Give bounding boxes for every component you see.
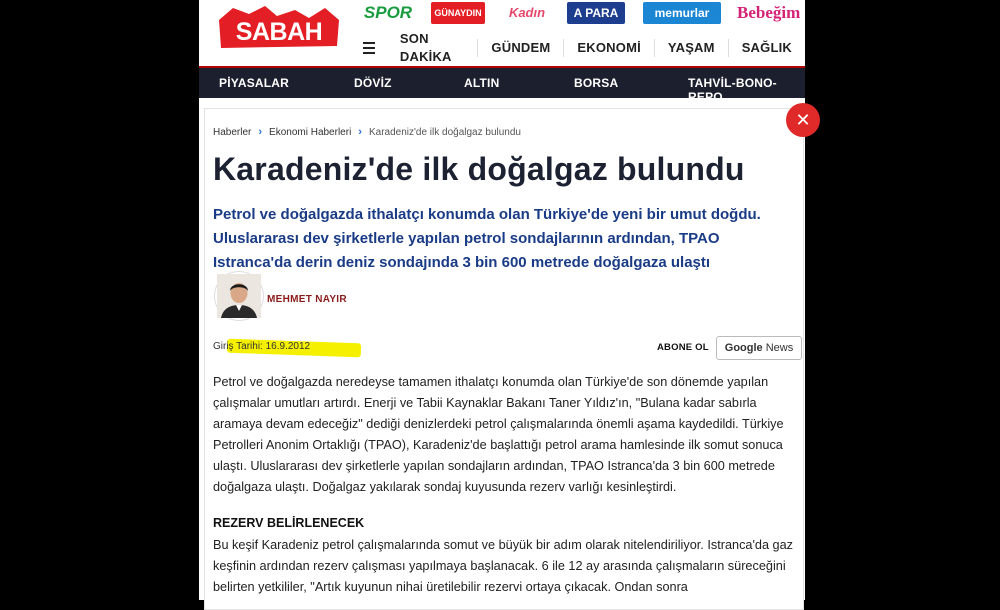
page xyxy=(199,0,811,600)
brand-memurlar-link[interactable]: memurlar xyxy=(643,2,721,24)
economy-subnav xyxy=(199,66,805,104)
news-label: News xyxy=(765,342,794,354)
nav-item-gundem[interactable]: GÜNDEM xyxy=(477,39,563,57)
subnav-item-altin[interactable]: ALTIN xyxy=(464,76,500,90)
author-avatar[interactable] xyxy=(217,274,261,318)
subnav-item-tahvil[interactable]: TAHVİL-BONO-REPO xyxy=(688,76,777,104)
author-name-link[interactable]: MEHMET NAYIR xyxy=(267,294,347,305)
nav-item-ekonomi[interactable]: EKONOMİ xyxy=(563,39,654,57)
nav-item-saglik[interactable]: SAĞLIK xyxy=(728,39,805,57)
breadcrumb-category-link[interactable]: Ekonomi Haberleri xyxy=(269,126,352,138)
hamburger-menu-icon[interactable] xyxy=(359,36,379,60)
publish-date xyxy=(211,339,361,355)
article-paragraph: Bu keşif Karadeniz petrol çalışmalarında somut ve büyük bir adım olarak nitelendiriliyor. Istranca'da gaz keşfinin ardından rezerv çalışması yapılmaya başlanacak. 6 ile 12 ay arasında çalışmaların süreceğini belirten yetkililer, "Artık kuyunun nihai üretilebilir rezervi ortaya çıkacak. Ondan sonra xyxy=(213,538,793,594)
main-nav xyxy=(359,31,805,64)
section-heading: REZERV BELİRLENECEK xyxy=(213,516,365,530)
article-title: Karadeniz'de ilk doğalgaz bulundu xyxy=(213,151,745,187)
publish-date-text: Giriş Tarihi: 16.9.2012 xyxy=(213,341,311,352)
sabah-logo[interactable] xyxy=(213,2,345,54)
brand-apara-link[interactable]: A PARA xyxy=(567,2,625,24)
breadcrumb-current: Karadeniz'de ilk doğalgaz bulundu xyxy=(368,126,521,138)
subnav-item-piyasalar[interactable]: PİYASALAR xyxy=(219,76,290,90)
subnav-item-doviz[interactable]: DÖVİZ xyxy=(354,76,392,90)
article-container xyxy=(204,108,804,610)
svg-text:SABAH: SABAH xyxy=(235,18,323,46)
breadcrumb xyxy=(213,126,521,138)
google-news-button[interactable] xyxy=(716,336,802,360)
brand-kadin-link[interactable]: Kadın xyxy=(508,5,546,20)
breadcrumb-home-link[interactable]: Haberler xyxy=(213,126,252,138)
nav-item-yasam[interactable]: YAŞAM xyxy=(654,39,728,57)
article-paragraph: Petrol ve doğalgazda neredeyse tamamen ithalatçı konumda olan Türkiye'de son dönemde yapılan çalışmalar umutları artırdı. Enerji ve Tabii Kaynaklar Bakanı Taner Yıldız'ın, "Bulana kadar sabırla aramaya devam edeceğiz" dediği denizlerdeki petrol çalışmalarında önemli aşama kaydedildi. Türkiye Petrolleri Anonim Ortaklığı (TPAO), Karadeniz'de başlattığı petrol arama hamlesinde ilk somut sonuca ulaştı. Uluslararası dev şirketlerle yapılan sondajların ardından, TPAO Istranca'da 3 bin 600 metrede doğalgaza ulaştı. Doğalgaz yakılarak sondaj kuyusunda rezerv varlığı kesinleştirdi. xyxy=(213,375,784,494)
close-icon[interactable]: ✕ xyxy=(786,103,820,137)
google-logo-text: Google xyxy=(724,342,763,354)
brand-bebegim-link[interactable]: Bebeğim xyxy=(737,3,801,22)
chevron-right-icon: › xyxy=(358,126,362,138)
nav-item-son-dakika[interactable]: SON DAKİKA xyxy=(399,31,452,64)
chevron-right-icon: › xyxy=(258,126,263,138)
brand-links xyxy=(361,0,805,26)
subnav-item-borsa[interactable]: BORSA xyxy=(574,76,619,90)
site-header xyxy=(199,0,805,66)
subscribe-label[interactable]: ABONE OL xyxy=(657,342,709,353)
article-summary: Petrol ve doğalgazda ithalatçı konumda olan Türkiye'de yeni bir umut doğdu. Uluslararası dev şirketlerle yapılan petrol sondajlarının ardından, TPAO Istranca'da derin deniz sondajında 3 bin 600 metrede doğalgaza ulaştı xyxy=(213,206,761,271)
brand-spor-link[interactable]: SPOR xyxy=(363,3,413,22)
brand-gunaydin-link[interactable]: GÜNAYDIN xyxy=(431,2,485,24)
